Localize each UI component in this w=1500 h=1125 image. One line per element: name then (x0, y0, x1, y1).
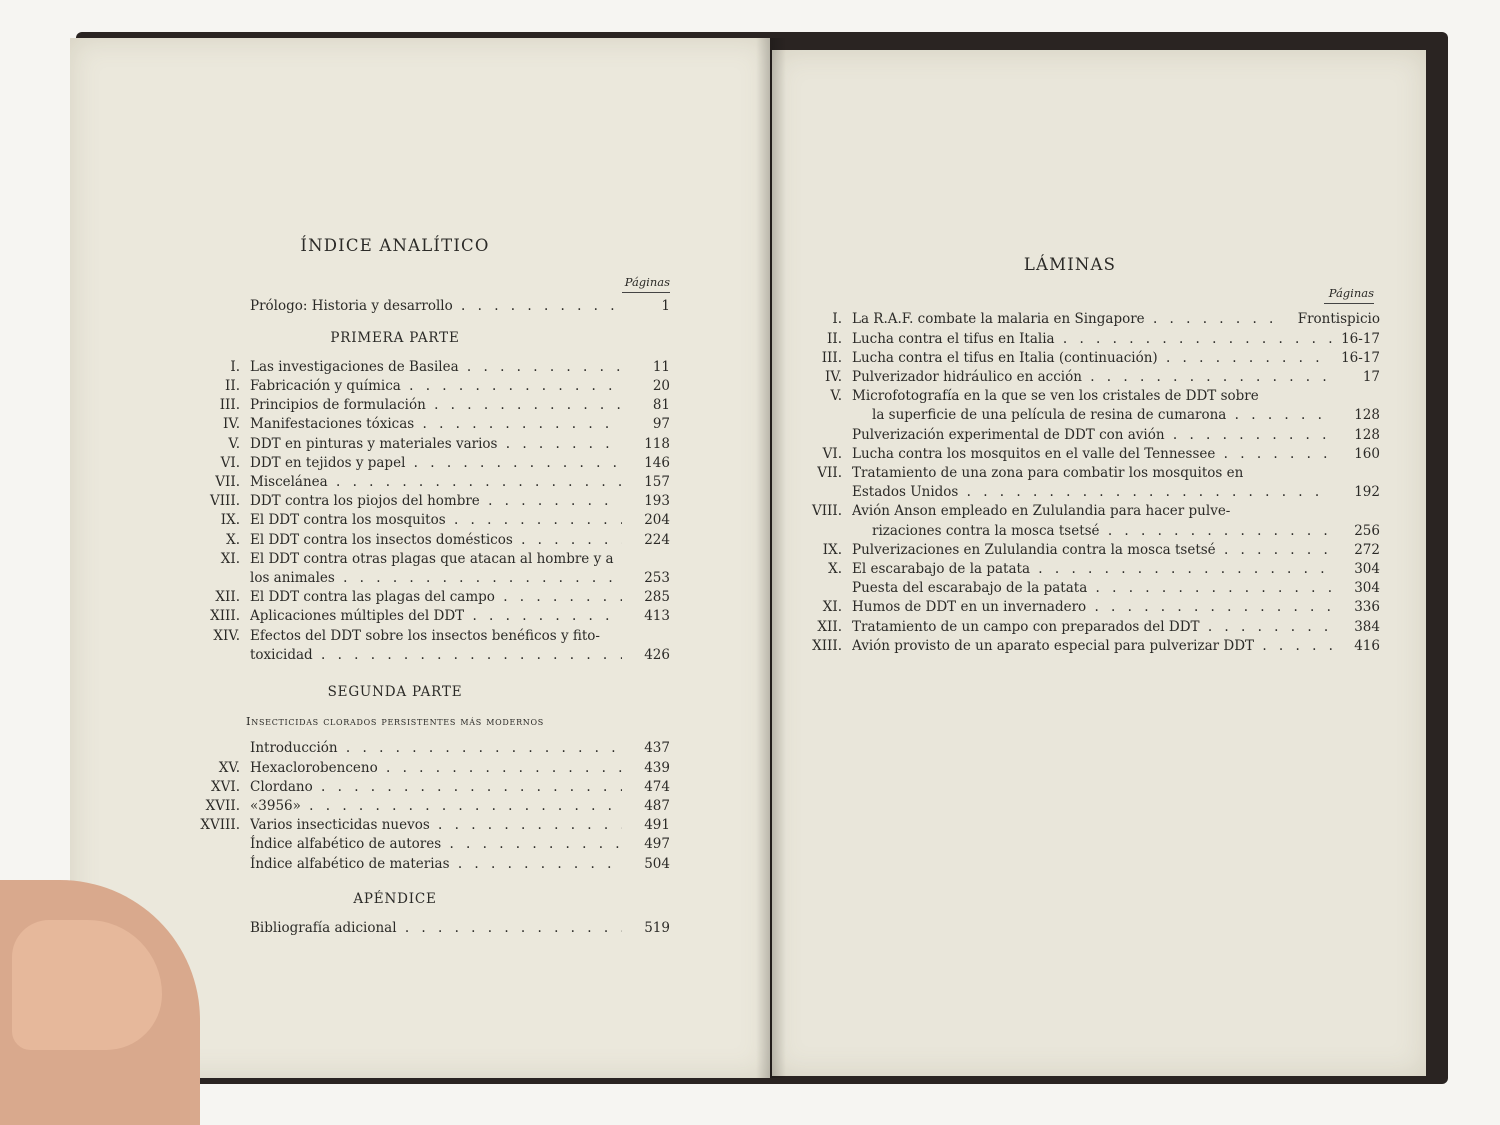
toc-num: IX. (220, 512, 240, 529)
toc-row (120, 358, 670, 377)
toc-label: Efectos del DDT sobre los insectos benéficos y fito- (250, 627, 600, 644)
toc-row (120, 550, 670, 569)
toc-label: Prólogo: Historia y desarrollo . . . (250, 297, 622, 316)
plate-label: Lucha contra el tifus en Italia . . . (852, 330, 1332, 349)
plate-page: Frontispicio (1297, 311, 1380, 328)
plate-label: Pulverizaciones en Zululandia contra la mosca tsetsé . . . (852, 541, 1332, 560)
toc-page: 11 (652, 358, 670, 375)
plate-num: XII. (817, 618, 842, 635)
plate-num: VIII. (811, 503, 842, 520)
plate-page: 17 (1362, 369, 1380, 386)
plate-page: 416 (1354, 637, 1380, 654)
toc-page: 426 (644, 646, 670, 663)
toc-row (120, 511, 670, 530)
plate-label: Puesta del escarabajo de la patata . . . (852, 579, 1332, 598)
plate-row (760, 387, 1380, 406)
plate-row (760, 330, 1380, 349)
toc-page: 519 (644, 920, 670, 937)
plate-row (760, 349, 1380, 368)
part2-list (120, 739, 670, 873)
toc-row (120, 588, 670, 607)
toc-page: 253 (644, 570, 670, 587)
toc-row (120, 435, 670, 454)
plate-num: I. (832, 311, 842, 328)
toc-row (120, 778, 670, 797)
toc-row (120, 797, 670, 816)
toc-page: 224 (644, 531, 670, 548)
plate-row (760, 579, 1380, 598)
toc-page: 487 (644, 798, 670, 815)
toc-label: DDT contra los piojos del hombre . . . (250, 492, 622, 511)
plate-row (760, 368, 1380, 387)
plate-row (760, 618, 1380, 637)
toc-num: X. (226, 531, 240, 548)
plate-label: Avión Anson empleado en Zululandia para hacer pulve- (852, 503, 1231, 520)
toc-row-continued (120, 569, 670, 588)
toc-label: El DDT contra las plagas del campo . . . (250, 588, 622, 607)
plate-label: El escarabajo de la patata . . . (852, 560, 1332, 579)
toc-row (120, 473, 670, 492)
plate-row (760, 598, 1380, 617)
toc-num: VIII. (209, 493, 240, 510)
toc-label: DDT en tejidos y papel . . . (250, 454, 622, 473)
plate-label: Tratamiento de una zona para combatir los mosquitos en (852, 465, 1244, 482)
toc-row (120, 627, 670, 646)
plate-num: X. (828, 561, 842, 578)
plate-page: 192 (1354, 484, 1380, 501)
plate-num: III. (821, 349, 842, 366)
toc-num: IV. (222, 416, 240, 433)
plate-row (760, 560, 1380, 579)
plate-page: 304 (1354, 561, 1380, 578)
plate-row (760, 426, 1380, 445)
part1-list (120, 358, 670, 550)
page-title: ÍNDICE ANALÍTICO (300, 236, 490, 255)
plate-page: 272 (1354, 541, 1380, 558)
plate-page: 304 (1354, 580, 1380, 597)
toc-row (120, 492, 670, 511)
toc-page: 20 (652, 378, 670, 395)
section-heading: APÉNDICE (353, 890, 437, 907)
plate-label: Tratamiento de un campo con preparados del DDT . . . (852, 618, 1332, 637)
plate-label: Microfotografía en la que se ven los cristales de DDT sobre (852, 388, 1259, 405)
plates-list-b (760, 541, 1380, 656)
toc-row (120, 297, 670, 316)
plate-num: II. (827, 330, 842, 347)
plate-label: Lucha contra los mosquitos en el valle del Tennessee . . . (852, 445, 1332, 464)
toc-num: XIV. (213, 627, 240, 644)
plate-row (760, 445, 1380, 464)
toc-page: 413 (644, 608, 670, 625)
toc-page: 157 (644, 474, 670, 491)
toc-num: VI. (220, 454, 240, 471)
toc-row (120, 919, 670, 938)
toc-row (120, 531, 670, 550)
plate-label: Pulverización experimental de DDT con avión . . . (852, 426, 1332, 445)
toc-label: Índice alfabético de materias . . . (250, 855, 622, 874)
toc-page: 81 (652, 397, 670, 414)
left-page-content (120, 236, 670, 938)
plate-row-continued (760, 406, 1380, 425)
plate-row-continued (760, 522, 1380, 541)
toc-page: 439 (644, 759, 670, 776)
plate-page: 160 (1354, 445, 1380, 462)
plate-page: 336 (1354, 599, 1380, 616)
toc-label: Aplicaciones múltiples del DDT . . . (250, 607, 622, 626)
plate-page: 384 (1354, 618, 1380, 635)
part1-list-b (120, 588, 670, 626)
toc-num: VII. (215, 474, 240, 491)
toc-page: 491 (644, 817, 670, 834)
plate-num: IX. (822, 541, 842, 558)
plate-label: Lucha contra el tifus en Italia (continuación) . . . (852, 349, 1332, 368)
toc-num: XVIII. (200, 817, 240, 834)
toc-label: Clordano . . . (250, 778, 622, 797)
plate-label: Avión provisto de un aparato especial para pulverizar DDT . . . (852, 637, 1332, 656)
toc-num: XVII. (205, 798, 240, 815)
toc-num: XIII. (210, 608, 240, 625)
plate-num: XI. (822, 599, 842, 616)
right-page-content (760, 255, 1380, 656)
plate-page: 256 (1354, 522, 1380, 539)
toc-row (120, 454, 670, 473)
toc-row (120, 816, 670, 835)
toc-page: 193 (644, 493, 670, 510)
toc-page: 437 (644, 740, 670, 757)
plate-num: IV. (824, 369, 842, 386)
plate-page: 16-17 (1341, 330, 1380, 347)
toc-label: Varios insecticidas nuevos . . . (250, 816, 622, 835)
toc-num: XVI. (211, 778, 240, 795)
toc-label: Principios de formulación . . . (250, 396, 622, 415)
toc-num: III. (219, 397, 240, 414)
plate-row (760, 502, 1380, 521)
toc-label: El DDT contra otras plagas que atacan al hombre y a (250, 550, 614, 567)
toc-page: 497 (644, 836, 670, 853)
plate-label: Humos de DDT en un invernadero . . . (852, 598, 1332, 617)
toc-page: 146 (644, 454, 670, 471)
toc-row (120, 607, 670, 626)
plate-label: La R.A.F. combate la malaria en Singapore . . . (852, 310, 1284, 329)
toc-row (120, 759, 670, 778)
toc-label: El DDT contra los mosquitos . . . (250, 511, 622, 530)
toc-page: 285 (644, 589, 670, 606)
plate-num: VI. (822, 445, 842, 462)
toc-num: V. (228, 435, 240, 452)
plate-num: V. (830, 388, 842, 405)
plate-label: rizaciones contra la mosca tsetsé . . . (872, 522, 1332, 541)
toc-row (120, 739, 670, 758)
plate-row-continued (760, 483, 1380, 502)
toc-label: Bibliografía adicional . . . (250, 919, 622, 938)
toc-row (120, 835, 670, 854)
section-subheading: Insecticidas clorados persistentes más modernos (246, 714, 544, 729)
toc-page: 97 (652, 416, 670, 433)
toc-num: II. (225, 378, 240, 395)
plate-num: VII. (817, 465, 842, 482)
toc-page: 204 (644, 512, 670, 529)
toc-label: El DDT contra los insectos domésticos . . . (250, 531, 622, 550)
toc-num: XV. (218, 759, 240, 776)
toc-num: I. (230, 358, 240, 375)
plate-num: XIII. (812, 637, 842, 654)
toc-page: 504 (644, 855, 670, 872)
toc-num: XI. (220, 550, 240, 567)
toc-label: Índice alfabético de autores . . . (250, 835, 622, 854)
toc-row (120, 396, 670, 415)
toc-label: «3956» . . . (250, 797, 622, 816)
pages-heading: Páginas (622, 273, 670, 293)
toc-label: Las investigaciones de Basilea . . . (250, 358, 622, 377)
plate-page: 128 (1354, 407, 1380, 424)
section-heading: SEGUNDA PARTE (327, 684, 463, 701)
pages-heading: Páginas (1324, 284, 1374, 304)
plate-row (760, 637, 1380, 656)
plate-page: 16-17 (1341, 349, 1380, 366)
toc-row (120, 855, 670, 874)
toc-row (120, 377, 670, 396)
toc-label: Introducción . . . (250, 739, 622, 758)
plate-page: 128 (1354, 426, 1380, 443)
toc-label: DDT en pinturas y materiales varios . . . (250, 435, 622, 454)
toc-row-continued (120, 646, 670, 665)
toc-label: Manifestaciones tóxicas . . . (250, 415, 622, 434)
toc-num: XII. (215, 589, 240, 606)
plate-label: Pulverizador hidráulico en acción . . . (852, 368, 1332, 387)
toc-page: 1 (661, 298, 670, 315)
plate-label: Estados Unidos . . . (852, 483, 1332, 502)
plate-row (760, 464, 1380, 483)
plates-list (760, 310, 1380, 387)
toc-label: toxicidad . . . (250, 646, 622, 665)
toc-label: Hexaclorobenceno . . . (250, 759, 622, 778)
section-heading: PRIMERA PARTE (330, 329, 460, 346)
toc-label: los animales . . . (250, 569, 622, 588)
toc-page: 474 (644, 778, 670, 795)
page-title: LÁMINAS (1023, 255, 1117, 274)
plate-row (760, 541, 1380, 560)
plate-label: la superficie de una película de resina de cumarona . . . (872, 406, 1332, 425)
toc-label: Fabricación y química . . . (250, 377, 622, 396)
toc-label: Miscelánea . . . (250, 473, 622, 492)
toc-page: 118 (644, 435, 670, 452)
toc-row (120, 415, 670, 434)
plate-row (760, 310, 1380, 329)
